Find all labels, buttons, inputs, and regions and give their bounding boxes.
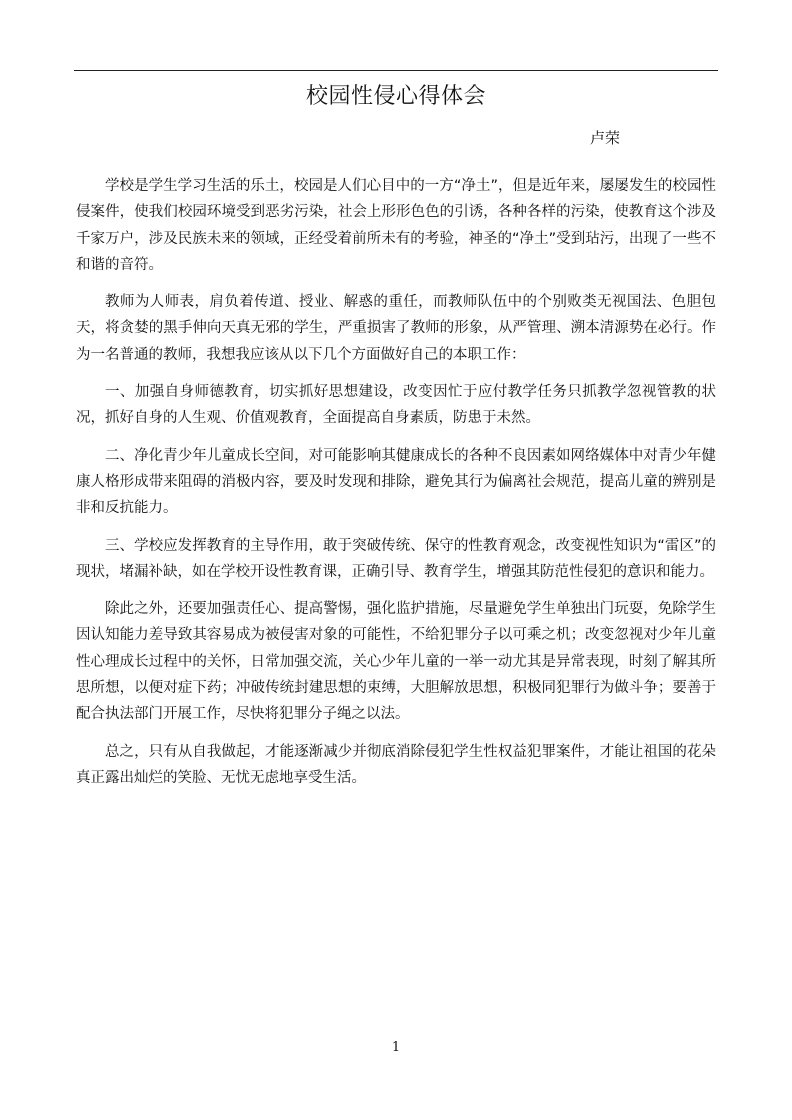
paragraph-point-1: 一、加强自身师德教育，切实抓好思想建设，改变因忙于应付教学任务只抓教学忽视管教的状况，抓好自身的人生观、价值观教育，全面提高自身素质，防患于未然。 bbox=[76, 384, 716, 427]
paragraph-intro: 学校是学生学习生活的乐土，校园是人们心目中的一方“净土”，但是近年来，屡屡发生的校园性侵案件，使我们校园环境受到恶劣污染，社会上形形色色的引诱，各种各样的污染，使教育这个涉及千家万户，涉及民族未来的领域，正经受着前所未有的考验，神圣的“净土”受到玷污，出现了一些不和谐的音符。 bbox=[76, 178, 716, 273]
page-number: 1 bbox=[391, 1040, 401, 1055]
header-divider bbox=[74, 70, 718, 71]
paragraph-additional: 除此之外，还要加强责任心、提高警惕，强化监护措施，尽量避免学生单独出门玩耍，免除学生因认知能力差导致其容易成为被侵害对象的可能性，不给犯罪分子以可乘之机；改变忽视对少年儿童性心理成长过程中的关怀，日常加强交流，关心少年儿童的一举一动尤其是异常表现，时刻了解其所思所想，以便对症下药；冲破传统封建思想的束缚，大胆解放思想，积极同犯罪行为做斗争；要善于配合执法部门开展工作，尽快将犯罪分子绳之以法。 bbox=[76, 601, 716, 723]
document-body bbox=[76, 173, 716, 802]
document-title: 校园性侵心得体会 bbox=[305, 84, 486, 109]
paragraph-point-3: 三、学校应发挥教育的主导作用，敢于突破传统、保守的性教育观念，改变视性知识为“雷区”的现状，堵漏补缺，如在学校开设性教育课，正确引导、教育学生，增强其防范性侵犯的意识和能力。 bbox=[76, 537, 716, 580]
paragraph-conclusion: 总之，只有从自我做起，才能逐渐减少并彻底消除侵犯学生性权益犯罪案件，才能让祖国的花朵真正露出灿烂的笑脸、无忧无虑地享受生活。 bbox=[76, 743, 716, 786]
paragraph-teachers: 教师为人师表，肩负着传道、授业、解惑的重任，而教师队伍中的个别败类无视国法、色胆包天，将贪婪的黑手伸向天真无邪的学生，严重损害了教师的形象，从严管理、溯本清源势在必行。作为一名普通的教师，我想我应该从以下几个方面做好自己的本职工作： bbox=[76, 294, 716, 363]
author-name: 卢荣 bbox=[590, 129, 621, 147]
paragraph-point-2: 二、净化青少年儿童成长空间，对可能影响其健康成长的各种不良因素如网络媒体中对青少年健康人格形成带来阻碍的消极内容，要及时发现和排除，避免其行为偏离社会规范，提高儿童的辨别是非和反抗能力。 bbox=[76, 447, 716, 517]
